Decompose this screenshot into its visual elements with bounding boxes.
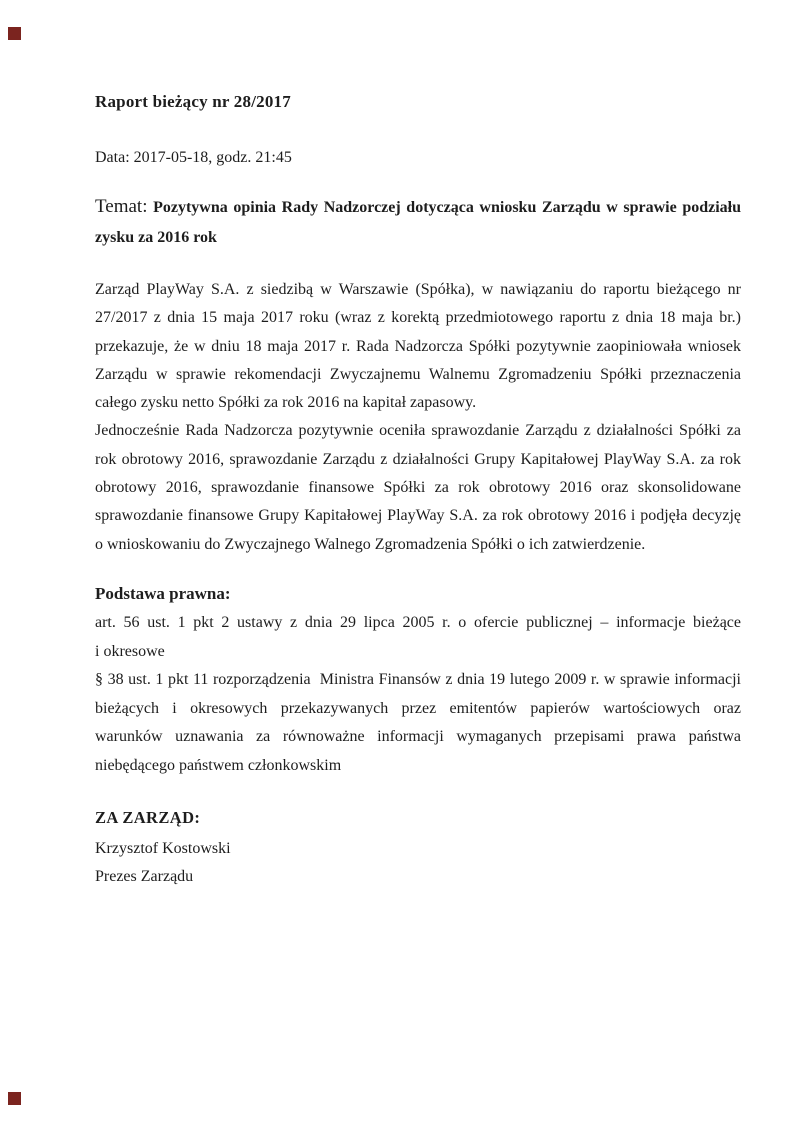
text-line: Jednocześnie Rada Nadzorcza pozytywnie oceniła sprawozdanie Zarządu z działalności Spółki za [95, 422, 741, 440]
text-line: § 38 ust. 1 pkt 11 rozporządzenia Ministra Finansów z dnia 19 lutego 2009 r. w sprawie informacji [95, 671, 741, 689]
paragraph [95, 666, 741, 780]
text-line: o wnioskowaniu do Zwyczajnego Walnego Zgromadzenia Spółki o ich zatwierdzenie. [95, 535, 646, 553]
report-content [95, 0, 741, 891]
paragraph [95, 417, 741, 558]
report-title: Raport bieżący nr 28/2017 [95, 92, 291, 111]
text-line: sprawozdanie finansowe Grupy Kapitałowej PlayWay S.A. za rok obrotowy 2016 i podjęła decyzję [95, 507, 741, 525]
text-line: warunków uznawania za równoważne informacji wymaganych przepisami prawa państwa [95, 728, 741, 746]
text-line: całego zysku netto Spółki za rok 2016 na kapitał zapasowy. [95, 394, 477, 412]
subject-line-1 [95, 192, 741, 223]
text-line: obrotowy 2016, sprawozdanie finansowe Spółki za rok obrotowy 2016 oraz skonsolidowane [95, 479, 741, 497]
text-line: niebędącego państwem członkowskim [95, 756, 342, 774]
text-line: 27/2017 z dnia 15 maja 2017 roku (wraz z korektą przedmiotowego raportu z dnia 18 maja br.) [95, 309, 741, 327]
text-line: bieżących i okresowych przekazywanych przez emitentów papierów wartościowych oraz [95, 699, 741, 717]
signature-title: Prezes Zarządu [95, 867, 194, 885]
subject-text: Pozytywna opinia Rady Nadzorczej dotycząca wniosku Zarządu w sprawie podziału [153, 199, 741, 216]
text-line: Zarząd PlayWay S.A. z siedzibą w Warszawie (Spółka), w nawiązaniu do raportu bieżącego nr [95, 281, 741, 298]
signature-heading: ZA ZARZĄD: [95, 807, 201, 827]
text-line: i okresowe [95, 642, 165, 660]
corner-marker-top-icon [8, 27, 21, 40]
corner-marker-bottom-icon [8, 1092, 21, 1105]
paragraph [95, 609, 741, 666]
legal-basis-heading: Podstawa prawna: [95, 583, 231, 603]
text-line: art. 56 ust. 1 pkt 2 ustawy z dnia 29 lipca 2005 r. o ofercie publicznej – informacje bieżące [95, 613, 741, 631]
report-body [95, 276, 741, 559]
text-line: przekazuje, że w dniu 18 maja 2017 r. Rada Nadzorcza Spółki pozytywnie zaopiniowała wniosek [95, 337, 741, 355]
legal-basis [95, 609, 741, 781]
text-line: rok obrotowy 2016, sprawozdanie Zarządu z działalności Grupy Kapitałowej PlayWay S.A. za rok [95, 450, 741, 468]
paragraph [95, 276, 741, 417]
subject-line-2: zysku za 2016 rok [95, 229, 217, 246]
text-line: Zarządu w sprawie rekomendacji Zwyczajnemu Walnemu Zgromadzeniu Spółki przeznaczenia [95, 365, 741, 383]
report-date: Data: 2017-05-18, godz. 21:45 [95, 149, 292, 166]
report-subject [95, 192, 741, 253]
subject-label: Temat: [95, 196, 148, 217]
signature-name: Krzysztof Kostowski [95, 839, 231, 857]
